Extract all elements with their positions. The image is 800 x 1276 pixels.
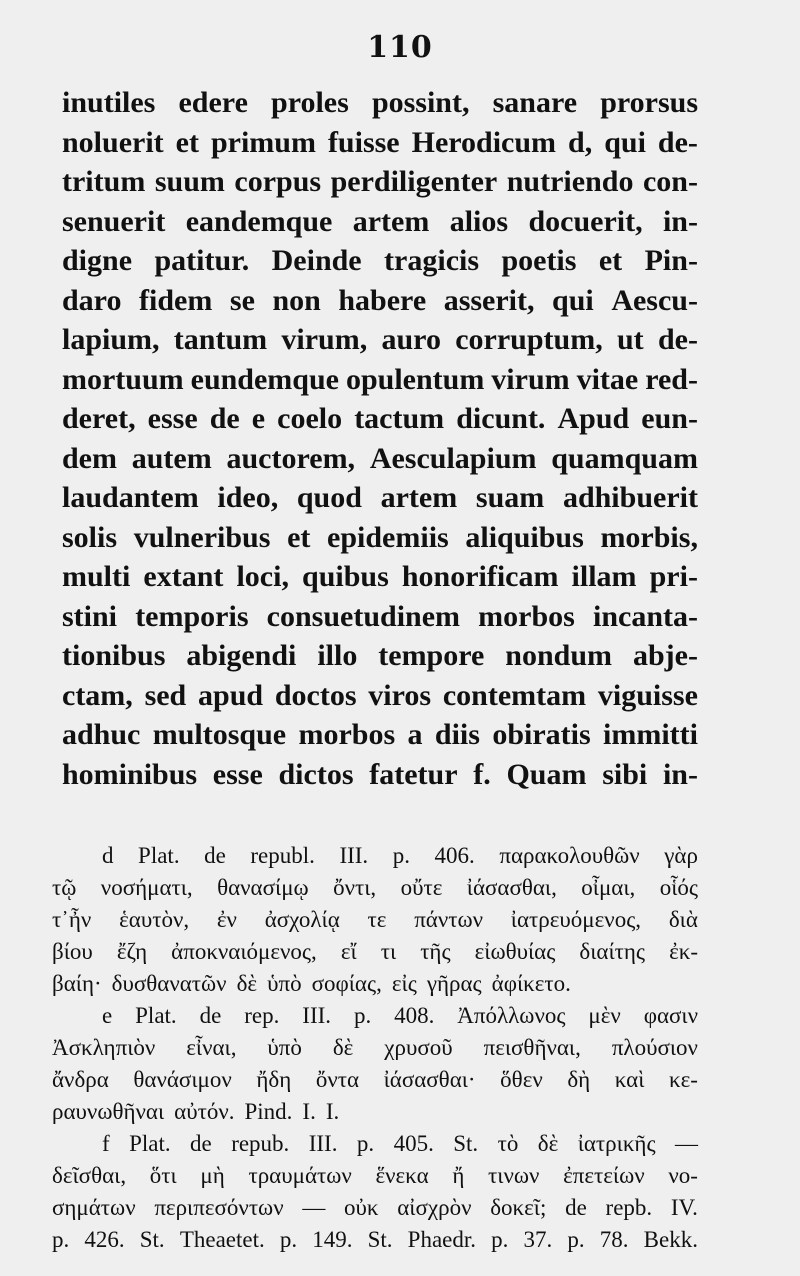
footnote-line: ραυνωθῆναι αὐτόν. Pind. I. I. xyxy=(52,1099,340,1124)
footnote-line: βίου ἔζη ἀποκναιόμενος, εἴ τι τῆς εἰωθυίας διαίτης ἐκ- xyxy=(52,939,698,964)
text-line: adhuc multosque morbos a diis obiratis immitti xyxy=(62,718,698,751)
footnote-line: p. 426. St. Theaetet. p. 149. St. Phaedr. p. 37. p. 78. Bekk. xyxy=(52,1227,698,1252)
text-line: inutiles edere proles possint, sanare prorsus xyxy=(62,86,698,119)
footnote-f xyxy=(52,1128,698,1256)
footnote-line: Ἀσκληπιὸν εἶναι, ὑπὸ δὲ χρυσοῦ πεισθῆναι, πλούσιον xyxy=(52,1035,698,1060)
text-line: mortuum eundemque opulentum virum vitae red- xyxy=(62,362,698,396)
text-line: hominibus esse dictos fatetur f. Quam sibi in- xyxy=(62,757,698,791)
page-number: 110 xyxy=(367,30,433,65)
text-line: deret, esse de e coelo tactum dicunt. Apud eun- xyxy=(62,402,698,435)
main-text xyxy=(62,83,698,794)
footnote-line: τῷ νοσήματι, θανασίμῳ ὄντι, οὔτε ἰάσασθαι, οἶμαι, οἷός xyxy=(52,875,698,900)
text-line: senuerit eandemque artem alios docuerit, in- xyxy=(62,204,698,238)
footnote-d xyxy=(52,840,698,1000)
text-line: ctam, sed apud doctos viros contemtam viguisse xyxy=(62,678,698,712)
footnote-line: δεῖσθαι, ὅτι μὴ τραυμάτων ἕνεκα ἤ τινων ἐπετείων νο- xyxy=(52,1163,698,1188)
footnote-line: σημάτων περιπεσόντων — οὐκ αἰσχρὸν δοκεῖ; de repb. IV. xyxy=(52,1195,698,1220)
text-line: solis vulneribus et epidemiis aliquibus morbis, xyxy=(62,520,698,554)
text-line: tritum suum corpus perdiligenter nutriendo con- xyxy=(62,165,698,198)
text-line: dem autem auctorem, Aesculapium quamquam xyxy=(62,441,698,475)
text-line: noluerit et primum fuisse Herodicum d, qui de- xyxy=(62,125,698,159)
text-line: daro fidem se non habere asserit, qui Aescu- xyxy=(62,283,698,317)
footnote-line: f Plat. de repub. III. p. 405. St. τὸ δὲ ἰατρικῆς — xyxy=(102,1131,698,1156)
text-line: multi extant loci, quibus honorificam illam pri- xyxy=(62,560,698,593)
text-line: lapium, tantum virum, auro corruptum, ut de- xyxy=(62,323,698,356)
text-line: laudantem ideo, quod artem suam adhibuerit xyxy=(62,481,698,514)
text-line: stini temporis consuetudinem morbos incanta- xyxy=(62,599,698,633)
text-line: digne patitur. Deinde tragicis poetis et Pin- xyxy=(62,244,698,277)
footnote-line: βαίη· δυσθανατῶν δὲ ὑπὸ σοφίας, εἰς γῆρας ἀφίκετο. xyxy=(52,971,571,996)
text-line: tionibus abigendi illo tempore nondum abje- xyxy=(62,639,698,672)
footnote-line: d Plat. de republ. III. p. 406. παρακολουθῶν γὰρ xyxy=(102,843,698,868)
footnote-line: ἄνδρα θανάσιμον ἤδη ὄντα ἰάσασθαι· ὅθεν δὴ καὶ κε- xyxy=(52,1067,698,1092)
footnote-e xyxy=(52,1000,698,1128)
footnote-line: τ᾽ἦν ἑαυτὸν, ἐν ἀσχολίᾳ τε πάντων ἰατρευόμενος, διὰ xyxy=(52,907,698,932)
footnotes xyxy=(52,840,698,1256)
footnote-line: e Plat. de rep. III. p. 408. Ἀπόλλωνος μὲν φασιν xyxy=(102,1003,698,1028)
